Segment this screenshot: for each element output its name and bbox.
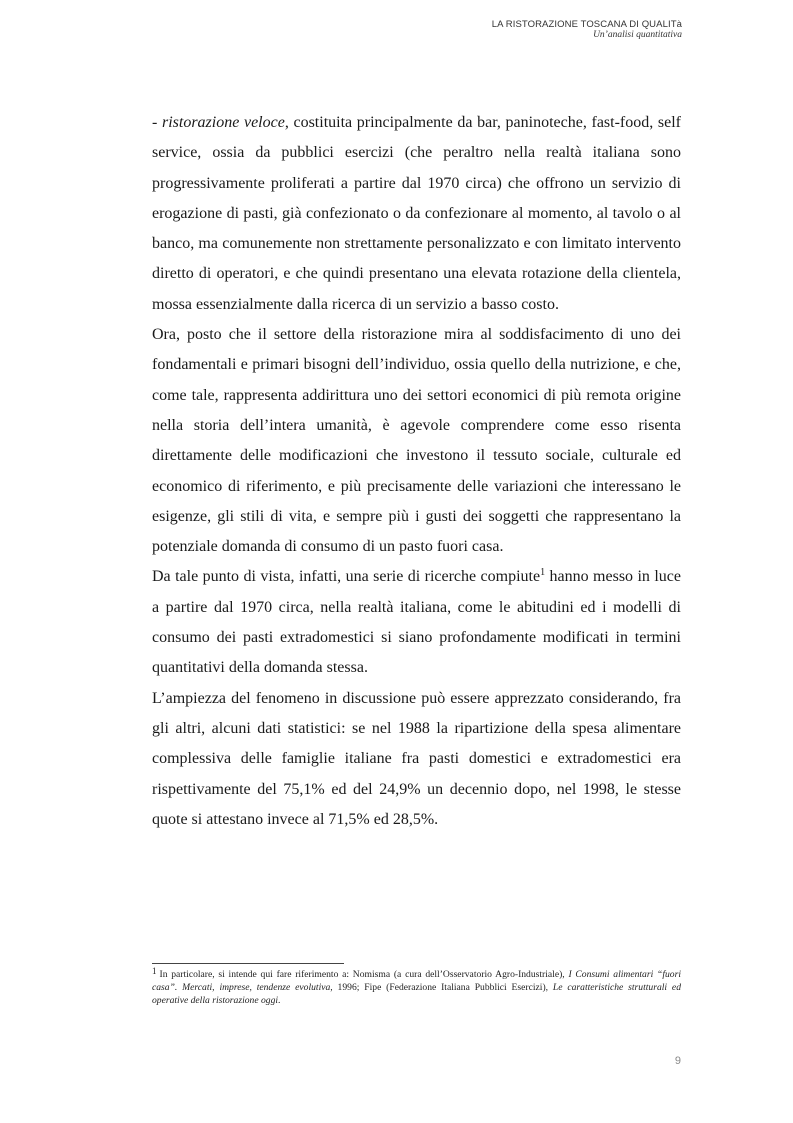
paragraph-settore-ristorazione: Ora, posto che il settore della ristorazione mira al soddisfacimento di uno dei fondamentali e primari bisogni dell’individuo, ossia quello della nutrizione, e che, come tale, rappresenta addirittura uno dei settori economici di più remota origine nella storia dell’intera umanità, è agevole comprendere come esso risenta direttamente delle modificazioni che investono il tessuto sociale, culturale ed economico di riferimento, e più precisamente delle variazioni che interessano le esigenze, gli stili di vita, e sempre più i gusti dei soggetti che rappresentano la potenziale domanda di consumo di un pasto fuori casa. (152, 326, 681, 556)
body-text (152, 108, 681, 835)
footnote-title-caratteristiche: Le caratteristiche strutturali ed operative della ristorazione oggi (152, 982, 681, 1006)
running-header (492, 19, 682, 41)
footnote-title-consumi: I Consumi alimentari “fuori casa”. Mercati, imprese, tendenze evolutiva, (152, 969, 681, 993)
footnote-separator (152, 963, 344, 964)
paragraph-ricerche (152, 562, 681, 683)
paragraph-1-text: , costituita principalmente da bar, paninoteche, fast-food, self service, ossia da pubblici esercizi (che peraltro nella realtà italiana sono progressivamente proliferati a partire dal 1970 circa) che offrono un servizio di erogazione di pasti, già confezionato o da confezionare al momento, al tavolo o al banco, ma comunemente non strettamente personalizzato e con limitato intervento diretto di operatori, e che quindi presentano una elevata rotazione della clientela, mossa essenzialmente dalla ricerca di un servizio a basso costo. (152, 114, 682, 313)
footnote-reference[interactable]: 1 (540, 567, 546, 579)
paragraph-3-text-after: hanno messo in luce a partire dal 1970 circa, nella realtà italiana, come le abitudini ed i modelli di consumo dei pasti extradomestici si siano profondamente modificati in termini quantitativi della domanda stessa. (152, 568, 681, 677)
footnote (152, 968, 681, 1007)
page-number: 9 (674, 1055, 681, 1067)
footnote-text-3: . (278, 995, 281, 1006)
header-title: LA RISTORAZIONE TOSCANA DI QUALITà (491, 19, 682, 30)
term-ristorazione-veloce: ristorazione veloce (161, 114, 285, 131)
header-subtitle: Un’analisi quantitativa (593, 30, 682, 40)
footnote-text-1: In particolare, si intende qui fare riferimento a: Nomisma (a cura dell’Osservatorio Agro-Industriale), (159, 969, 569, 980)
paragraph-ampiezza-fenomeno: L’ampiezza del fenomeno in discussione può essere apprezzato considerando, fra gli altri, alcuni dati statistici: se nel 1988 la ripartizione della spesa alimentare complessiva delle famiglie italiane fra pasti domestici e extradomestici era rispettivamente del 75,1% ed del 24,9% un decennio dopo, nel 1998, le stesse quote si attestano invece al 71,5% ed 28,5%. (152, 689, 681, 828)
footnote-text-2: 1996; Fipe (Federazione Italiana Pubblici Esercizi), (332, 982, 553, 993)
footnote-number: 1 (152, 966, 157, 976)
paragraph-3-text-before: Da tale punto di vista, infatti, una serie di ricerche compiute (152, 568, 541, 586)
list-dash: - (152, 114, 162, 131)
paragraph-ristorazione-veloce (152, 108, 681, 320)
